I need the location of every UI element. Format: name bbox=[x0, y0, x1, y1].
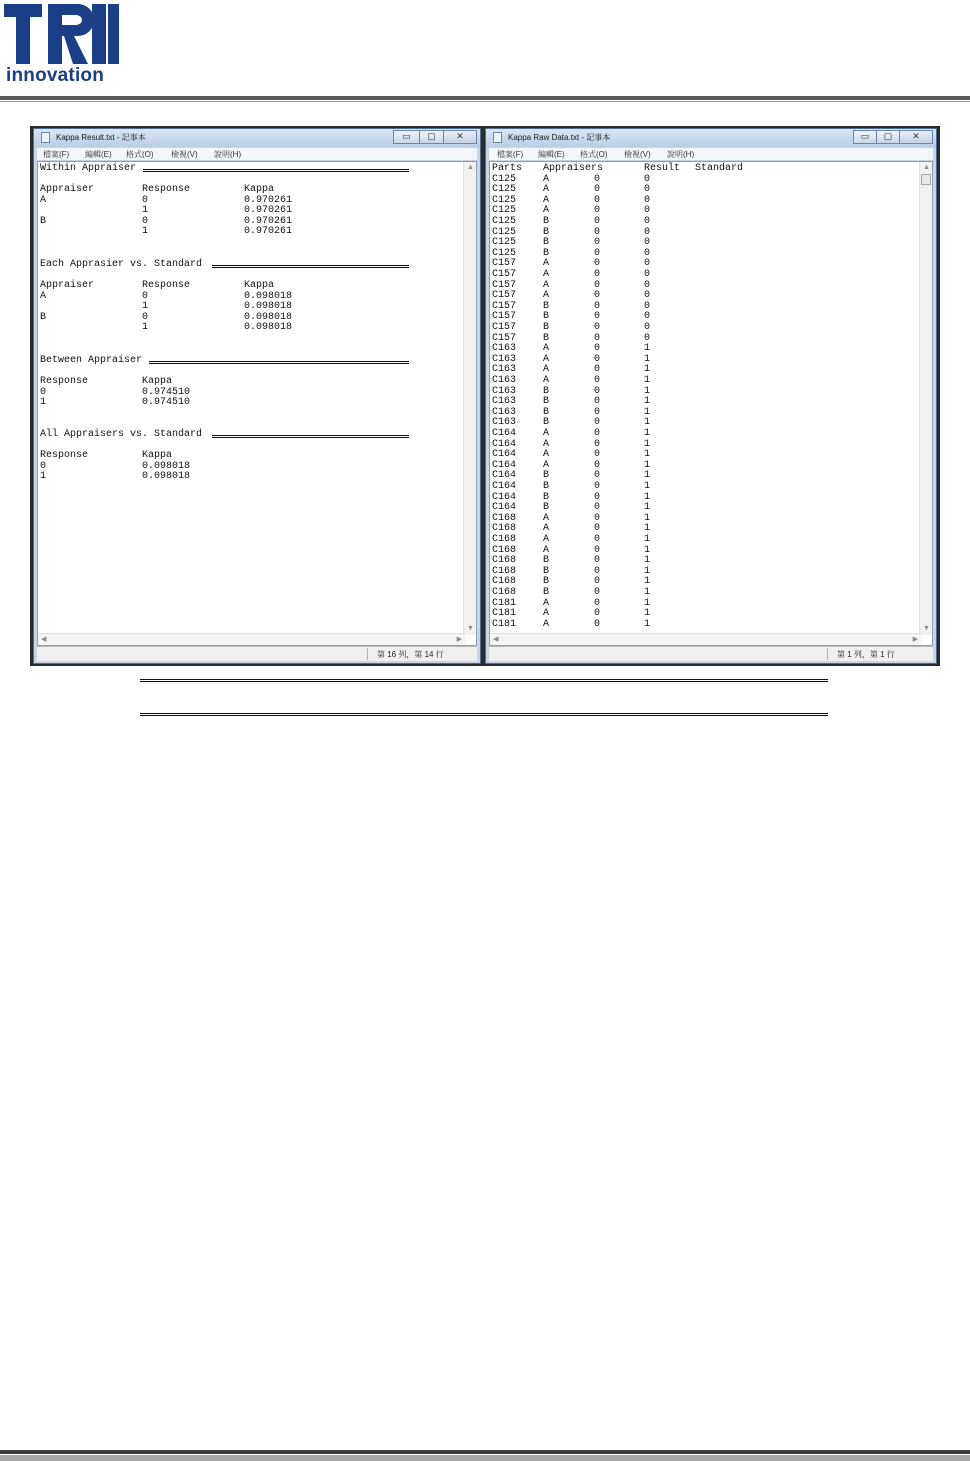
raw-cell: 0 bbox=[644, 226, 651, 238]
maximize-button[interactable] bbox=[876, 130, 900, 144]
raw-cell: B bbox=[543, 481, 550, 492]
raw-cell: C168 bbox=[492, 544, 517, 556]
cell: 0 bbox=[40, 386, 47, 398]
raw-cell: A bbox=[543, 512, 550, 524]
raw-cell: 0 bbox=[594, 353, 601, 365]
col-header: Kappa bbox=[142, 376, 173, 387]
raw-cell: C157 bbox=[492, 332, 517, 344]
raw-cell: C164 bbox=[492, 470, 517, 482]
raw-cell: B bbox=[543, 502, 550, 514]
raw-cell: 0 bbox=[644, 322, 651, 333]
raw-cell: 0 bbox=[594, 534, 601, 545]
raw-cell: 0 bbox=[594, 512, 601, 524]
status-separator bbox=[827, 648, 828, 660]
cell: 0 bbox=[142, 215, 149, 227]
raw-cell: 0 bbox=[644, 247, 651, 259]
raw-cell: C163 bbox=[492, 417, 517, 429]
col-header: Appraiser bbox=[40, 280, 95, 291]
raw-cell: 1 bbox=[644, 555, 651, 567]
menu-bar bbox=[37, 148, 477, 161]
raw-cell: 1 bbox=[644, 491, 651, 503]
raw-cell: C164 bbox=[492, 481, 517, 492]
raw-cell: 0 bbox=[644, 173, 651, 185]
scroll-down-icon[interactable]: ▼ bbox=[467, 625, 474, 632]
raw-cell: 1 bbox=[644, 417, 651, 429]
raw-cell: 1 bbox=[644, 597, 651, 609]
scroll-up-icon[interactable]: ▲ bbox=[467, 164, 474, 171]
raw-cell: C157 bbox=[492, 269, 517, 280]
raw-cell: A bbox=[543, 428, 550, 439]
raw-cell: B bbox=[543, 216, 550, 227]
raw-cell: 1 bbox=[644, 343, 651, 355]
raw-cell: 0 bbox=[644, 194, 651, 206]
raw-cell: C163 bbox=[492, 375, 517, 386]
col-header-result: Result bbox=[644, 163, 681, 174]
raw-cell: C181 bbox=[492, 608, 517, 620]
cell: 1 bbox=[142, 205, 149, 217]
raw-cell: 0 bbox=[594, 385, 601, 397]
vertical-scrollbar[interactable] bbox=[463, 162, 476, 635]
text-area[interactable] bbox=[489, 161, 933, 646]
raw-cell: 0 bbox=[594, 279, 601, 291]
section-divider bbox=[143, 169, 409, 172]
raw-cell: B bbox=[543, 300, 550, 312]
raw-cell: B bbox=[543, 555, 550, 567]
raw-cell: 0 bbox=[594, 184, 601, 196]
raw-cell: 1 bbox=[644, 438, 651, 450]
cursor-position: 第 1 列，第 1 行 bbox=[837, 650, 895, 659]
menu-help[interactable]: 說明(H) bbox=[214, 150, 242, 159]
raw-cell: 0 bbox=[594, 576, 601, 588]
raw-cell: 0 bbox=[594, 428, 601, 439]
status-separator bbox=[367, 648, 368, 660]
header-rule-thin bbox=[0, 101, 970, 102]
cell: 0.098018 bbox=[244, 290, 293, 302]
raw-cell: 0 bbox=[644, 332, 651, 344]
raw-cell: 0 bbox=[594, 269, 601, 280]
raw-cell: C181 bbox=[492, 618, 517, 630]
raw-cell: C163 bbox=[492, 343, 517, 355]
raw-cell: 0 bbox=[594, 449, 601, 461]
raw-cell: A bbox=[543, 290, 550, 302]
raw-cell: A bbox=[543, 184, 550, 196]
cell: 0.098018 bbox=[244, 301, 293, 313]
cell: 1 bbox=[40, 397, 47, 409]
cell: B bbox=[40, 311, 47, 323]
raw-cell: B bbox=[543, 417, 550, 429]
raw-cell: 0 bbox=[644, 300, 651, 312]
menu-file[interactable]: 檔案(F) bbox=[497, 150, 524, 159]
cell: 0.098018 bbox=[142, 471, 191, 483]
raw-cell: A bbox=[543, 534, 550, 545]
raw-cell: 1 bbox=[644, 396, 651, 408]
raw-cell: C163 bbox=[492, 385, 517, 397]
col-header: Response bbox=[142, 280, 191, 291]
cell: 0.970261 bbox=[244, 194, 293, 206]
scroll-right-icon[interactable]: ▶ bbox=[912, 636, 918, 643]
col-header: Kappa bbox=[142, 450, 173, 461]
raw-cell: A bbox=[543, 258, 550, 270]
col-header: Kappa bbox=[244, 280, 275, 291]
raw-cell: C168 bbox=[492, 555, 517, 567]
col-header-standard: Standard bbox=[695, 163, 744, 174]
raw-cell: 0 bbox=[644, 205, 651, 217]
raw-cell: C164 bbox=[492, 502, 517, 514]
raw-cell: C164 bbox=[492, 491, 517, 503]
minimize-icon: ▭ bbox=[860, 131, 870, 141]
cell: 0.098018 bbox=[244, 311, 293, 323]
raw-cell: 1 bbox=[644, 364, 651, 376]
menu-edit[interactable]: 編輯(E) bbox=[538, 150, 565, 159]
raw-cell: 1 bbox=[644, 481, 651, 492]
menu-view[interactable]: 檢視(V) bbox=[171, 150, 198, 159]
raw-cell: B bbox=[543, 237, 550, 249]
raw-cell: 0 bbox=[594, 459, 601, 471]
raw-cell: 0 bbox=[594, 406, 601, 418]
raw-cell: C125 bbox=[492, 216, 517, 227]
notepad-window-kappa-raw-data bbox=[485, 128, 937, 664]
raw-cell: B bbox=[543, 491, 550, 503]
close-button[interactable] bbox=[443, 130, 477, 144]
raw-cell: A bbox=[543, 343, 550, 355]
raw-cell: 0 bbox=[594, 438, 601, 450]
footer-band bbox=[0, 1455, 970, 1461]
notepad-icon bbox=[493, 132, 502, 143]
raw-cell: C157 bbox=[492, 311, 517, 323]
raw-cell: B bbox=[543, 247, 550, 259]
raw-cell: C164 bbox=[492, 438, 517, 450]
menu-format[interactable]: 格式(O) bbox=[126, 150, 154, 159]
raw-cell: C125 bbox=[492, 237, 517, 249]
raw-cell: A bbox=[543, 523, 550, 535]
raw-cell: 0 bbox=[594, 205, 601, 217]
scroll-left-icon[interactable]: ◀ bbox=[493, 636, 499, 643]
raw-cell: 0 bbox=[594, 491, 601, 503]
menu-format[interactable]: 格式(O) bbox=[580, 150, 608, 159]
raw-cell: 0 bbox=[594, 343, 601, 355]
raw-cell: B bbox=[543, 322, 550, 333]
raw-cell: A bbox=[543, 608, 550, 620]
raw-cell: C125 bbox=[492, 184, 517, 196]
raw-cell: 0 bbox=[644, 184, 651, 196]
raw-cell: B bbox=[543, 576, 550, 588]
close-button[interactable] bbox=[899, 130, 933, 144]
cell: 1 bbox=[142, 322, 149, 334]
raw-cell: 0 bbox=[594, 618, 601, 630]
raw-cell: 0 bbox=[594, 375, 601, 386]
raw-cell: 1 bbox=[644, 449, 651, 461]
raw-cell: 1 bbox=[644, 608, 651, 620]
raw-cell: C157 bbox=[492, 300, 517, 312]
col-header-appraisers: Appraisers bbox=[543, 163, 604, 174]
raw-cell: 0 bbox=[594, 502, 601, 514]
raw-cell: 0 bbox=[594, 481, 601, 492]
section-heading: All Appraisers vs. Standard bbox=[40, 429, 203, 440]
scroll-left-icon[interactable]: ◀ bbox=[41, 636, 47, 643]
raw-cell: 0 bbox=[594, 608, 601, 620]
horizontal-scrollbar[interactable] bbox=[490, 633, 921, 645]
raw-cell: A bbox=[543, 544, 550, 556]
menu-file[interactable]: 檔案(F) bbox=[43, 150, 70, 159]
vertical-scrollbar[interactable] bbox=[919, 162, 932, 635]
raw-cell: A bbox=[543, 449, 550, 461]
cell: 0 bbox=[142, 290, 149, 302]
cell: 0 bbox=[40, 460, 47, 472]
logo-word: innovation bbox=[6, 65, 105, 86]
title-bar[interactable] bbox=[486, 129, 936, 147]
cell: 0.970261 bbox=[244, 215, 293, 227]
raw-cell: C164 bbox=[492, 459, 517, 471]
scroll-thumb[interactable] bbox=[921, 174, 931, 185]
cell: 0.970261 bbox=[244, 205, 293, 217]
section-divider bbox=[149, 361, 409, 364]
raw-cell: C163 bbox=[492, 396, 517, 408]
raw-cell: 0 bbox=[644, 279, 651, 291]
title-bar[interactable] bbox=[34, 129, 480, 147]
raw-cell: 0 bbox=[594, 555, 601, 567]
raw-cell: A bbox=[543, 438, 550, 450]
cell: 1 bbox=[40, 471, 47, 483]
raw-cell: 0 bbox=[594, 597, 601, 609]
caption-rule-bottom bbox=[140, 713, 828, 716]
raw-cell: A bbox=[543, 375, 550, 386]
raw-cell: 1 bbox=[644, 502, 651, 514]
raw-cell: 0 bbox=[594, 258, 601, 270]
raw-cell: C157 bbox=[492, 322, 517, 333]
raw-cell: 1 bbox=[644, 459, 651, 471]
raw-cell: B bbox=[543, 406, 550, 418]
menu-help[interactable]: 說明(H) bbox=[667, 150, 695, 159]
raw-cell: B bbox=[543, 565, 550, 577]
raw-cell: 1 bbox=[644, 375, 651, 386]
raw-cell: 0 bbox=[594, 417, 601, 429]
minimize-icon: ▭ bbox=[402, 131, 411, 141]
raw-cell: 1 bbox=[644, 385, 651, 397]
section-heading: Within Appraiser bbox=[40, 163, 137, 174]
raw-cell: A bbox=[543, 364, 550, 376]
raw-cell: C163 bbox=[492, 364, 517, 376]
raw-cell: 1 bbox=[644, 428, 651, 439]
scroll-up-icon[interactable]: ▲ bbox=[923, 164, 930, 171]
raw-cell: 0 bbox=[644, 290, 651, 302]
cell: 0 bbox=[142, 194, 149, 206]
col-header: Appraiser bbox=[40, 184, 95, 195]
raw-cell: C163 bbox=[492, 406, 517, 418]
cell: 0 bbox=[142, 311, 149, 323]
raw-cell: 0 bbox=[644, 311, 651, 323]
close-icon: ✕ bbox=[912, 131, 920, 141]
raw-cell: 0 bbox=[594, 364, 601, 376]
raw-cell: A bbox=[543, 618, 550, 630]
section-heading: Each Apprasier vs. Standard bbox=[40, 259, 203, 270]
raw-cell: 0 bbox=[594, 544, 601, 556]
raw-cell: 0 bbox=[644, 269, 651, 280]
horizontal-scrollbar[interactable] bbox=[38, 633, 465, 645]
maximize-icon: ▢ bbox=[427, 131, 436, 141]
raw-cell: 1 bbox=[644, 512, 651, 524]
raw-cell: A bbox=[543, 194, 550, 206]
cell: B bbox=[40, 215, 47, 227]
raw-cell: B bbox=[543, 587, 550, 598]
raw-cell: C164 bbox=[492, 428, 517, 439]
raw-cell: 0 bbox=[594, 237, 601, 249]
raw-cell: 0 bbox=[644, 237, 651, 249]
col-header: Response bbox=[40, 376, 89, 387]
raw-cell: A bbox=[543, 205, 550, 217]
raw-cell: B bbox=[543, 396, 550, 408]
raw-cell: 1 bbox=[644, 587, 651, 598]
raw-cell: B bbox=[543, 332, 550, 344]
raw-cell: 0 bbox=[594, 587, 601, 598]
raw-cell: C163 bbox=[492, 353, 517, 365]
raw-cell: 0 bbox=[594, 300, 601, 312]
col-header: Response bbox=[142, 184, 191, 195]
raw-cell: 0 bbox=[644, 258, 651, 270]
raw-cell: 1 bbox=[644, 523, 651, 535]
notepad-icon bbox=[41, 132, 50, 143]
minimize-button[interactable] bbox=[393, 130, 420, 144]
text-area[interactable] bbox=[37, 161, 477, 646]
raw-cell: 0 bbox=[594, 523, 601, 535]
raw-cell: 0 bbox=[594, 290, 601, 302]
cell: 0.974510 bbox=[142, 386, 191, 398]
col-header: Response bbox=[40, 450, 89, 461]
raw-cell: C157 bbox=[492, 290, 517, 302]
caption-rule-top bbox=[140, 679, 828, 682]
header-rule bbox=[0, 96, 970, 100]
raw-cell: A bbox=[543, 597, 550, 609]
raw-cell: B bbox=[543, 470, 550, 482]
raw-cell: A bbox=[543, 279, 550, 291]
raw-cell: C168 bbox=[492, 576, 517, 588]
raw-cell: 0 bbox=[594, 247, 601, 259]
notepad-window-kappa-result bbox=[33, 128, 481, 664]
raw-cell: 0 bbox=[594, 565, 601, 577]
raw-cell: C125 bbox=[492, 205, 517, 217]
raw-cell: C125 bbox=[492, 194, 517, 206]
raw-cell: 0 bbox=[594, 216, 601, 227]
raw-cell: C125 bbox=[492, 173, 517, 185]
cell: 0.098018 bbox=[142, 460, 191, 472]
raw-cell: C125 bbox=[492, 226, 517, 238]
raw-cell: C168 bbox=[492, 512, 517, 524]
raw-cell: 1 bbox=[644, 618, 651, 630]
tri-innovation-logo bbox=[4, 2, 122, 88]
window-title: Kappa Raw Data.txt - 記事本 bbox=[508, 133, 611, 142]
maximize-icon: ▢ bbox=[883, 131, 893, 141]
raw-cell: 1 bbox=[644, 470, 651, 482]
cursor-position: 第 16 列，第 14 行 bbox=[377, 650, 444, 659]
raw-cell: 1 bbox=[644, 576, 651, 588]
cell: 0.974510 bbox=[142, 397, 191, 409]
scroll-down-icon[interactable]: ▼ bbox=[923, 625, 930, 632]
raw-cell: B bbox=[543, 311, 550, 323]
menu-view[interactable]: 檢視(V) bbox=[624, 150, 651, 159]
raw-cell: 0 bbox=[594, 173, 601, 185]
raw-cell: A bbox=[543, 269, 550, 280]
cell: 0.970261 bbox=[244, 226, 293, 238]
section-divider bbox=[212, 435, 409, 438]
raw-cell: 1 bbox=[644, 534, 651, 545]
raw-cell: C168 bbox=[492, 523, 517, 535]
col-header-parts: Parts bbox=[492, 163, 523, 174]
raw-cell: C181 bbox=[492, 597, 517, 609]
menu-edit[interactable]: 編輯(E) bbox=[85, 150, 112, 159]
scroll-right-icon[interactable]: ▶ bbox=[456, 636, 462, 643]
raw-cell: 1 bbox=[644, 353, 651, 365]
raw-cell: A bbox=[543, 353, 550, 365]
raw-cell: C164 bbox=[492, 449, 517, 461]
raw-cell: A bbox=[543, 459, 550, 471]
raw-cell: C168 bbox=[492, 565, 517, 577]
cell: 0.098018 bbox=[244, 322, 293, 334]
raw-cell: C157 bbox=[492, 258, 517, 270]
raw-cell: B bbox=[543, 385, 550, 397]
raw-cell: 1 bbox=[644, 406, 651, 418]
raw-cell: 1 bbox=[644, 565, 651, 577]
raw-cell: 0 bbox=[594, 311, 601, 323]
section-heading: Between Appraiser bbox=[40, 355, 143, 366]
raw-cell: 1 bbox=[644, 544, 651, 556]
raw-cell: 0 bbox=[644, 216, 651, 227]
status-bar bbox=[37, 646, 477, 661]
cell: 1 bbox=[142, 301, 149, 313]
raw-cell: 0 bbox=[594, 470, 601, 482]
screenshot-frame bbox=[30, 126, 940, 666]
raw-cell: 0 bbox=[594, 332, 601, 344]
col-header: Kappa bbox=[244, 184, 275, 195]
raw-cell: C157 bbox=[492, 279, 517, 291]
raw-cell: B bbox=[543, 226, 550, 238]
cell: 1 bbox=[142, 226, 149, 238]
raw-cell: A bbox=[543, 173, 550, 185]
window-title: Kappa Result.txt - 記事本 bbox=[56, 133, 146, 142]
raw-cell: C168 bbox=[492, 587, 517, 598]
maximize-button[interactable] bbox=[419, 130, 444, 144]
raw-cell: C168 bbox=[492, 534, 517, 545]
raw-cell: 0 bbox=[594, 226, 601, 238]
raw-cell: 0 bbox=[594, 396, 601, 408]
status-bar bbox=[489, 646, 933, 661]
cell: A bbox=[40, 194, 47, 206]
minimize-button[interactable] bbox=[853, 130, 877, 144]
raw-cell: C125 bbox=[492, 247, 517, 259]
menu-bar bbox=[489, 148, 933, 161]
raw-cell: 0 bbox=[594, 194, 601, 206]
close-icon: ✕ bbox=[456, 131, 464, 141]
footer-rule bbox=[0, 1450, 970, 1454]
cell: A bbox=[40, 290, 47, 302]
section-divider bbox=[212, 265, 409, 268]
raw-cell: 0 bbox=[594, 322, 601, 333]
